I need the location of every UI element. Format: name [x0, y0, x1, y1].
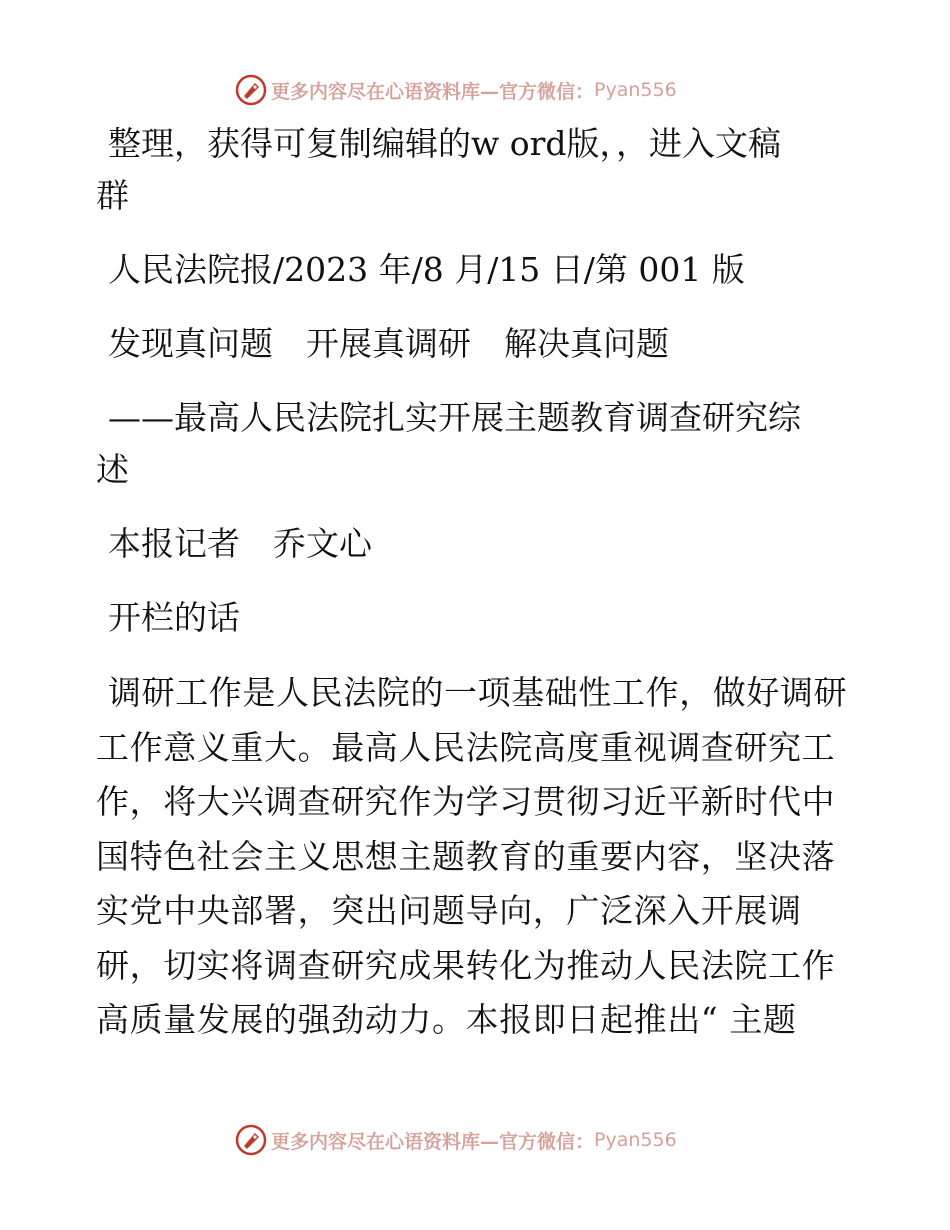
column-heading: 开栏的话 — [108, 598, 240, 637]
watermark-text: 更多内容尽在心语资料库—官方微信： — [271, 1130, 595, 1153]
intro-line-2: 群 — [96, 176, 129, 215]
subtitle-line-2: 述 — [96, 450, 129, 489]
watermark-text: 更多内容尽在心语资料库—官方微信： — [271, 80, 595, 103]
header-watermark-banner[interactable] — [235, 72, 677, 108]
footer-watermark-banner[interactable] — [235, 1122, 677, 1158]
document-body — [96, 118, 856, 1048]
pen-nib-logo-icon — [235, 1124, 267, 1156]
wechat-id: Pyan556 — [594, 1129, 677, 1151]
pen-nib-logo-icon — [235, 74, 267, 106]
subtitle-line-1: ——最高人民法院扎实开展主题教育调查研究综 — [108, 398, 801, 437]
source-line: 人民法院报/2023 年/8 月/15 日/第 001 版 — [108, 250, 745, 289]
headline: 发现真问题 开展真调研 解决真问题 — [108, 324, 669, 363]
intro-line-1: 整理，获得可复制编辑的w ord版，，进入文稿 — [108, 124, 782, 163]
body-paragraph: 调研工作是人民法院的一项基础性工作，做好调研工作意义重大。最高人民法院高度重视调查研究工作，将大兴调查研究作为学习贯彻习近平新时代中国特色社会主义思想主题教育的重要内容，坚决落实党中央部署，突出问题导向，广泛深入开展调研，切实将调查研究成果转化为推动人民法院工作高质量发展的强劲动力。本报即日起推出“ 主题 — [96, 673, 848, 1039]
byline: 本报记者 乔文心 — [108, 524, 372, 563]
wechat-id: Pyan556 — [594, 79, 677, 101]
